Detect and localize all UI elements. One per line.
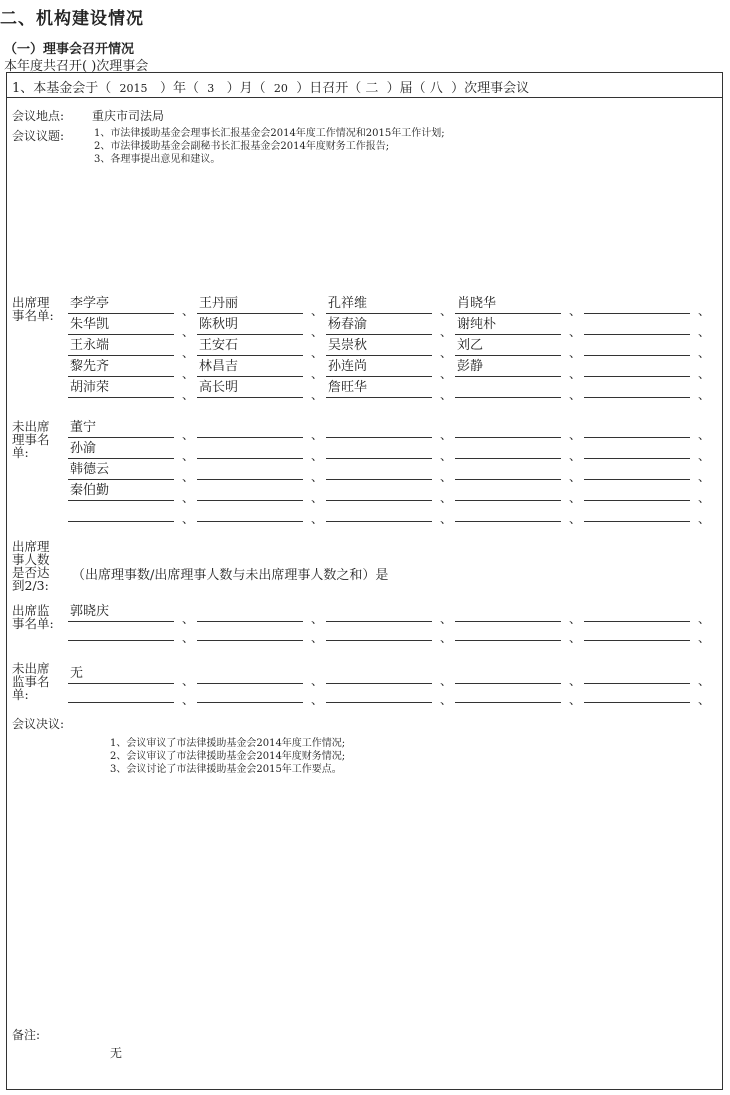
attending-director-name: 陈秋明: [197, 317, 303, 335]
name-separator: 、: [569, 631, 582, 645]
absent-supervisor-name: [197, 685, 303, 703]
absent-supervisor-name: 无: [68, 666, 174, 684]
attending-director-name: 林昌吉: [197, 359, 303, 377]
attending-director-name: 黎先齐: [68, 359, 174, 377]
name-separator: 、: [182, 367, 195, 381]
name-separator: 、: [182, 631, 195, 645]
subsection-title: （一）理事会召开情况: [4, 42, 135, 57]
name-separator: 、: [569, 325, 582, 339]
name-separator: 、: [311, 428, 324, 442]
absent-supervisor-name: [197, 666, 303, 684]
name-separator: 、: [698, 367, 711, 381]
attending-supervisor-name: [326, 623, 432, 641]
name-separator: 、: [440, 449, 453, 463]
absent-director-name: 韩德云: [68, 462, 174, 480]
name-separator: 、: [440, 367, 453, 381]
name-separator: 、: [440, 304, 453, 318]
name-separator: 、: [698, 693, 711, 707]
name-separator: 、: [311, 388, 324, 402]
name-separator: 、: [698, 346, 711, 360]
attending-director-name: 彭静: [455, 359, 561, 377]
header-month: 3: [207, 82, 215, 95]
name-separator: 、: [440, 428, 453, 442]
absent-director-name: [584, 441, 690, 459]
attending-director-name: 李学亭: [68, 296, 174, 314]
name-separator: 、: [182, 674, 195, 688]
attending-director-name: [455, 380, 561, 398]
absent-director-name: [326, 420, 432, 438]
header-suffix: ）次理事会议: [451, 81, 530, 96]
name-separator: 、: [440, 512, 453, 526]
name-separator: 、: [182, 491, 195, 505]
attending-supervisor-name: [197, 623, 303, 641]
absent-directors-label: 未出席理事名单:: [12, 419, 50, 460]
attending-supervisor-name: [197, 604, 303, 622]
name-separator: 、: [698, 304, 711, 318]
topic-item: 2、市法律援助基金会副秘书长汇报基金会2014年度财务工作报告;: [94, 141, 390, 152]
quorum-label: 出席理事人数是否达到2/3:: [12, 539, 50, 593]
name-separator: 、: [311, 693, 324, 707]
name-separator: 、: [182, 470, 195, 484]
attending-director-name: [584, 317, 690, 335]
name-separator: 、: [182, 428, 195, 442]
name-separator: 、: [311, 612, 324, 626]
annual-summary: 本年度共召开( )次理事会: [4, 59, 149, 74]
absent-director-name: 孙渝: [68, 441, 174, 459]
name-separator: 、: [698, 491, 711, 505]
attending-supervisor-name: [584, 623, 690, 641]
attending-supervisors-label: 出席监事名单:: [12, 603, 54, 631]
absent-supervisor-name: [455, 666, 561, 684]
header-sequence: 八: [429, 81, 443, 96]
name-separator: 、: [698, 512, 711, 526]
name-separator: 、: [311, 470, 324, 484]
attending-director-name: 王永端: [68, 338, 174, 356]
absent-director-name: [455, 483, 561, 501]
name-separator: 、: [698, 449, 711, 463]
name-separator: 、: [698, 428, 711, 442]
absent-director-name: [197, 504, 303, 522]
attending-director-name: 王安石: [197, 338, 303, 356]
absent-supervisor-name: [584, 685, 690, 703]
topic-item: 3、各理事提出意见和建议。: [94, 154, 221, 165]
name-separator: 、: [440, 674, 453, 688]
name-separator: 、: [569, 449, 582, 463]
header-year-label: ）年（: [159, 81, 199, 96]
absent-director-name: [197, 420, 303, 438]
name-separator: 、: [311, 491, 324, 505]
meeting-header: [12, 77, 529, 96]
attending-director-name: 胡沛荣: [68, 380, 174, 398]
topic-item: 1、市法律援助基金会理事长汇报基金会2014年度工作情况和2015年工作计划;: [94, 128, 445, 139]
absent-director-name: [455, 504, 561, 522]
resolutions-label: 会议决议:: [12, 717, 65, 731]
attending-supervisor-name: [455, 623, 561, 641]
name-separator: 、: [569, 612, 582, 626]
absent-director-name: [455, 441, 561, 459]
absent-supervisor-name: [584, 666, 690, 684]
name-separator: 、: [311, 346, 324, 360]
name-separator: 、: [182, 693, 195, 707]
absent-director-name: [197, 441, 303, 459]
quorum-text: （出席理事数/出席理事人数与未出席理事人数之和）是: [72, 568, 389, 583]
attending-director-name: 吴崇秋: [326, 338, 432, 356]
name-separator: 、: [440, 346, 453, 360]
attending-director-name: 孙连尚: [326, 359, 432, 377]
name-separator: 、: [311, 325, 324, 339]
absent-director-name: [326, 504, 432, 522]
absent-supervisor-name: [68, 685, 174, 703]
attending-supervisor-name: [455, 604, 561, 622]
remarks-label: 备注:: [12, 1028, 41, 1042]
name-separator: 、: [182, 304, 195, 318]
attending-director-name: 王丹丽: [197, 296, 303, 314]
attending-supervisor-name: [326, 604, 432, 622]
name-separator: 、: [698, 631, 711, 645]
resolution-item: 1、会议审议了市法律援助基金会2014年度工作情况;: [110, 738, 346, 749]
name-separator: 、: [569, 388, 582, 402]
absent-director-name: [326, 483, 432, 501]
name-separator: 、: [569, 470, 582, 484]
name-separator: 、: [182, 325, 195, 339]
absent-director-name: [455, 420, 561, 438]
name-separator: 、: [569, 693, 582, 707]
absent-director-name: 秦伯勤: [68, 483, 174, 501]
absent-director-name: [584, 420, 690, 438]
name-separator: 、: [440, 631, 453, 645]
absent-supervisor-name: [326, 685, 432, 703]
header-prefix: 1、本基金会于（: [12, 81, 112, 96]
remarks-value: 无: [110, 1046, 123, 1060]
name-separator: 、: [569, 346, 582, 360]
name-separator: 、: [440, 388, 453, 402]
attending-supervisor-name: 郭晓庆: [68, 604, 174, 622]
absent-supervisor-name: [326, 666, 432, 684]
absent-supervisors-label: 未出席监事名单:: [12, 661, 50, 702]
name-separator: 、: [182, 449, 195, 463]
name-separator: 、: [311, 512, 324, 526]
attending-director-name: 詹旺华: [326, 380, 432, 398]
name-separator: 、: [569, 512, 582, 526]
absent-director-name: [326, 462, 432, 480]
header-month-label: ）月（: [226, 81, 266, 96]
attending-director-name: [584, 338, 690, 356]
absent-director-name: [584, 504, 690, 522]
name-separator: 、: [182, 512, 195, 526]
attending-director-name: [584, 359, 690, 377]
name-separator: 、: [440, 470, 453, 484]
name-separator: 、: [569, 491, 582, 505]
attending-director-name: 孔祥维: [326, 296, 432, 314]
absent-supervisor-name: [455, 685, 561, 703]
attending-supervisor-name: [68, 623, 174, 641]
absent-director-name: [197, 462, 303, 480]
attending-director-name: 刘乙: [455, 338, 561, 356]
resolution-item: 2、会议审议了市法律援助基金会2014年度财务情况;: [110, 751, 346, 762]
absent-director-name: [326, 441, 432, 459]
attending-director-name: 肖晓华: [455, 296, 561, 314]
name-separator: 、: [698, 612, 711, 626]
name-separator: 、: [440, 491, 453, 505]
header-session-label: ）届（: [386, 81, 426, 96]
name-separator: 、: [440, 612, 453, 626]
location-value: 重庆市司法局: [92, 109, 165, 123]
name-separator: 、: [311, 367, 324, 381]
header-year: 2015: [119, 82, 148, 95]
name-separator: 、: [311, 449, 324, 463]
header-session: 二: [365, 81, 379, 96]
name-separator: 、: [698, 470, 711, 484]
section-title: 二、机构建设情况: [0, 9, 144, 29]
attending-director-name: 高长明: [197, 380, 303, 398]
header-day: 20: [273, 82, 288, 95]
header-divider: [6, 97, 723, 98]
name-separator: 、: [569, 304, 582, 318]
header-day-label: ）日召开（: [296, 81, 362, 96]
absent-director-name: [584, 462, 690, 480]
topics-label: 会议议题:: [12, 129, 65, 143]
name-separator: 、: [698, 325, 711, 339]
attending-director-name: 谢纯朴: [455, 317, 561, 335]
name-separator: 、: [698, 388, 711, 402]
name-separator: 、: [440, 693, 453, 707]
attending-director-name: [584, 380, 690, 398]
attending-directors-label: 出席理事名单:: [12, 295, 54, 323]
location-label: 会议地点:: [12, 109, 65, 123]
name-separator: 、: [569, 367, 582, 381]
attending-supervisor-name: [584, 604, 690, 622]
name-separator: 、: [569, 428, 582, 442]
attending-director-name: [584, 296, 690, 314]
name-separator: 、: [311, 631, 324, 645]
name-separator: 、: [698, 674, 711, 688]
absent-director-name: [584, 483, 690, 501]
absent-director-name: 董宁: [68, 420, 174, 438]
attending-director-name: 朱华凯: [68, 317, 174, 335]
attending-director-name: 杨春渝: [326, 317, 432, 335]
name-separator: 、: [182, 388, 195, 402]
name-separator: 、: [182, 346, 195, 360]
name-separator: 、: [182, 612, 195, 626]
name-separator: 、: [311, 674, 324, 688]
name-separator: 、: [569, 674, 582, 688]
absent-director-name: [455, 462, 561, 480]
name-separator: 、: [311, 304, 324, 318]
absent-director-name: [197, 483, 303, 501]
absent-director-name: [68, 504, 174, 522]
resolution-item: 3、会议讨论了市法律援助基金会2015年工作要点。: [110, 764, 342, 775]
name-separator: 、: [440, 325, 453, 339]
